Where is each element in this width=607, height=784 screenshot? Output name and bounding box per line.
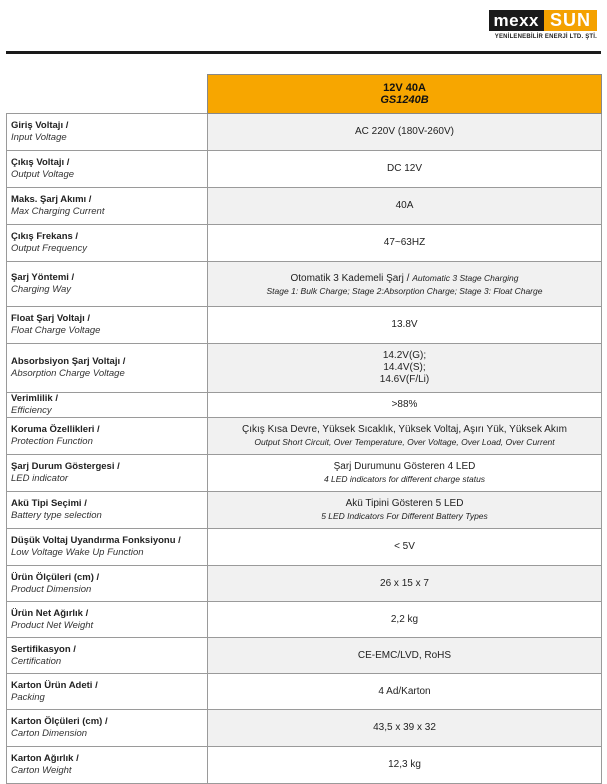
row-value: Şarj Durumunu Gösteren 4 LED	[333, 461, 476, 472]
row-value-sub: Output Short Circuit, Over Temperature, Over Voltage, Over Load, Over Current	[254, 437, 555, 447]
row-label-en: Input Voltage	[11, 132, 67, 143]
row-label-en: Carton Dimension	[11, 728, 88, 739]
table-row	[7, 151, 602, 188]
table-row	[7, 418, 602, 455]
row-label-tr: Karton Ağırlık /	[11, 753, 79, 764]
table-row	[7, 638, 602, 674]
row-value: 12,3 kg	[388, 759, 421, 770]
row-label-tr: Ürün Ölçüleri (cm) /	[11, 571, 100, 583]
row-label-en: Output Voltage	[11, 169, 75, 180]
row-label-en: Battery type selection	[11, 510, 102, 521]
table-row	[7, 188, 602, 225]
header-blank-cell	[7, 75, 208, 114]
table-row	[7, 747, 602, 784]
row-value: Otomatik 3 Kademeli Şarj /	[290, 272, 410, 284]
row-label-tr: Maks. Şarj Akımı /	[11, 194, 92, 205]
row-label-en: Efficiency	[11, 405, 52, 416]
row-label-en: Float Charge Voltage	[11, 325, 101, 336]
row-label-tr: Çıkış Frekans /	[11, 231, 79, 242]
row-value: >88%	[391, 399, 418, 410]
table-row	[7, 344, 602, 393]
row-value-sub: 5 LED Indicators For Different Battery Types	[321, 511, 488, 521]
row-label-en: Certification	[11, 655, 62, 667]
row-value: 40A	[395, 200, 414, 211]
row-label-tr: Şarj Durum Göstergesi /	[11, 461, 120, 472]
table-row	[7, 307, 602, 344]
row-label-tr: Verimlilik /	[11, 393, 58, 404]
company-name: YENİLENEBİLİR ENERJİ LTD. ŞTİ.	[494, 34, 597, 40]
row-label-tr: Giriş Voltajı /	[11, 120, 69, 131]
row-label-tr: Float Şarj Voltajı /	[11, 313, 91, 324]
row-label-tr: Karton Ölçüleri (cm) /	[11, 716, 108, 727]
row-value: CE-EMC/LVD, RoHS	[357, 649, 452, 661]
row-label-en: Product Dimension	[11, 583, 92, 595]
header-rule	[6, 51, 601, 54]
table-row	[7, 710, 602, 747]
model-name: 12V 40A	[383, 82, 426, 94]
row-value: 26 x 15 x 7	[380, 577, 429, 589]
row-value: AC 220V (180V-260V)	[355, 126, 454, 137]
row-value-sub: 4 LED indicators for different charge status	[323, 474, 486, 484]
row-label-en: LED indicator	[11, 473, 69, 484]
row-label-en: Protection Function	[11, 436, 93, 447]
table-row	[7, 529, 602, 566]
row-label-tr: Şarj Yöntemi /	[11, 272, 75, 283]
row-label-en: Packing	[11, 691, 45, 703]
row-value: DC 12V	[386, 163, 422, 174]
table-row	[7, 393, 602, 418]
model-code: GS1240B	[380, 94, 429, 106]
table-row	[7, 674, 602, 710]
row-label-tr: Koruma Özellikleri /	[11, 424, 100, 435]
row-value: Akü Tipini Gösteren 5 LED	[345, 498, 464, 509]
table-row	[7, 566, 602, 602]
row-label-en: Carton Weight	[11, 765, 72, 776]
spec-table	[6, 74, 602, 784]
table-row	[7, 262, 602, 307]
row-label-en: Max Charging Current	[11, 206, 105, 217]
table-row	[7, 114, 602, 151]
model-header	[208, 75, 602, 114]
row-label-tr: Düşük Voltaj Uyandırma Fonksiyonu /	[11, 535, 181, 546]
row-label-tr: Çıkış Voltajı /	[11, 157, 70, 168]
row-value-3: 14.6V(F/Li)	[379, 374, 430, 385]
row-value-sub: Stage 1: Bulk Charge; Stage 2:Absorption Charge; Stage 3: Float Charge	[266, 285, 543, 296]
row-label-en: Absorption Charge Voltage	[11, 368, 125, 379]
row-value: 14.2V(G);	[382, 350, 427, 361]
row-value: < 5V	[394, 541, 415, 552]
table-row	[7, 492, 602, 529]
row-label-tr: Ürün Net Ağırlık /	[11, 607, 89, 619]
brand-logo	[467, 10, 597, 46]
row-label-tr: Absorbsiyon Şarj Voltajı /	[11, 356, 126, 367]
row-value-italic: Automatic 3 Stage Charging	[412, 272, 519, 283]
row-label-tr: Sertifikasyon /	[11, 643, 76, 655]
row-value: 43,5 x 39 x 32	[373, 722, 436, 733]
row-label-tr: Akü Tipi Seçimi /	[11, 498, 87, 509]
row-value: 13.8V	[391, 319, 418, 330]
row-value-2: 14.4V(S);	[383, 362, 426, 373]
row-value: 4 Ad/Karton	[378, 685, 431, 697]
row-value: Çıkış Kısa Devre, Yüksek Sıcaklık, Yüksek Voltaj, Aşırı Yük, Yüksek Akım	[242, 424, 567, 435]
row-value: 47~63HZ	[383, 237, 426, 248]
logo-mexx-text: mexx	[489, 10, 544, 31]
table-row	[7, 602, 602, 638]
row-label-en: Low Voltage Wake Up Function	[11, 547, 144, 558]
table-row	[7, 225, 602, 262]
row-label-tr: Karton Ürün Adeti /	[11, 679, 98, 691]
row-label-en: Output Frequency	[11, 243, 88, 254]
row-value: 2,2 kg	[390, 613, 419, 625]
table-row	[7, 455, 602, 492]
row-label-en: Product Net Weight	[11, 619, 94, 631]
logo-sun-text: SUN	[544, 10, 597, 31]
row-label-en: Charging Way	[11, 284, 72, 295]
